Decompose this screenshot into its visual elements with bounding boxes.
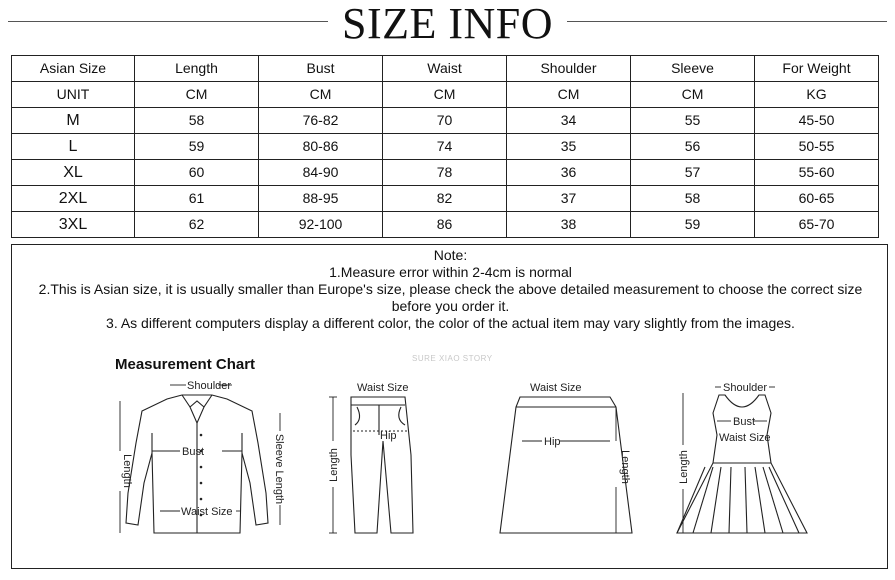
notes-and-chart-panel xyxy=(11,244,888,569)
title-bar xyxy=(0,0,895,50)
table-cell: 80-86 xyxy=(259,134,383,160)
table-cell: Asian Size xyxy=(12,56,135,82)
table-cell: Shoulder xyxy=(507,56,631,82)
table-cell: 57 xyxy=(631,160,755,186)
table-cell: 2XL xyxy=(12,186,135,212)
table-cell: For Weight xyxy=(755,56,879,82)
table-cell: UNIT xyxy=(12,82,135,108)
table-cell: KG xyxy=(755,82,879,108)
note-2: 2.This is Asian size, it is usually smaller than Europe's size, please check the above detailed measurement to choose the correct size xyxy=(38,281,863,297)
pants-length-label: Length xyxy=(328,448,340,482)
table-row xyxy=(12,186,879,212)
table-cell: 38 xyxy=(507,212,631,238)
table-cell: 88-95 xyxy=(259,186,383,212)
table-cell: 36 xyxy=(507,160,631,186)
table-cell: 45-50 xyxy=(755,108,879,134)
table-cell: 58 xyxy=(631,186,755,212)
table-unit-row xyxy=(12,82,879,108)
table-row xyxy=(12,134,879,160)
shirt-figure xyxy=(112,373,292,543)
shirt-bust-label: Bust xyxy=(182,446,205,458)
table-cell: 65-70 xyxy=(755,212,879,238)
note-1: 1.Measure error within 2-4cm is normal xyxy=(329,264,572,280)
table-cell: CM xyxy=(631,82,755,108)
table-cell: Bust xyxy=(259,56,383,82)
notes xyxy=(12,247,889,332)
table-row xyxy=(12,108,879,134)
skirt-waist-label: Waist Size xyxy=(530,382,582,394)
table-cell: 76-82 xyxy=(259,108,383,134)
size-table xyxy=(11,55,879,238)
table-cell: 55 xyxy=(631,108,755,134)
table-row xyxy=(12,160,879,186)
table-cell: XL xyxy=(12,160,135,186)
note-2-continued: before you order it. xyxy=(391,298,510,314)
table-cell: 35 xyxy=(507,134,631,160)
measurement-chart-title: Measurement Chart xyxy=(115,356,256,373)
shirt-shoulder-label: Shoulder xyxy=(187,380,232,392)
pants-waist-label: Waist Size xyxy=(357,382,409,394)
shirt-waist-label: Waist Size xyxy=(181,506,233,518)
table-cell: 55-60 xyxy=(755,160,879,186)
table-cell: 58 xyxy=(135,108,259,134)
notes-heading: Note: xyxy=(433,247,468,263)
dress-waist-label: Waist Size xyxy=(719,432,771,444)
note-3: 3. As different computers display a different color, the color of the actual item may vary slightly from the images. xyxy=(106,315,795,331)
table-cell: 78 xyxy=(383,160,507,186)
page-title: SIZE INFO xyxy=(341,0,554,48)
table-cell: CM xyxy=(259,82,383,108)
table-header-row xyxy=(12,56,879,82)
dress-figure xyxy=(667,373,817,545)
table-cell: 70 xyxy=(383,108,507,134)
dress-length-label: Length xyxy=(678,450,690,484)
table-cell: 50-55 xyxy=(755,134,879,160)
table-cell: 59 xyxy=(135,134,259,160)
table-cell: 56 xyxy=(631,134,755,160)
watermark: SURE XIAO STORY xyxy=(412,354,493,363)
dress-bust-label: Bust xyxy=(733,416,756,428)
table-cell: 92-100 xyxy=(259,212,383,238)
table-cell: M xyxy=(12,108,135,134)
table-cell: Sleeve xyxy=(631,56,755,82)
shirt-length-label: Length xyxy=(121,454,133,488)
table-cell: CM xyxy=(135,82,259,108)
pants-hip-label: Hip xyxy=(380,430,397,442)
dress-shoulder-label: Shoulder xyxy=(723,382,768,394)
table-cell: 37 xyxy=(507,186,631,212)
table-cell: 61 xyxy=(135,186,259,212)
skirt-hip-label: Hip xyxy=(544,436,561,448)
table-cell: 34 xyxy=(507,108,631,134)
table-cell: CM xyxy=(383,82,507,108)
table-cell: Length xyxy=(135,56,259,82)
table-cell: 84-90 xyxy=(259,160,383,186)
pants-figure xyxy=(317,375,427,545)
skirt-length-label: Length xyxy=(619,450,631,484)
table-cell: 74 xyxy=(383,134,507,160)
table-cell: 82 xyxy=(383,186,507,212)
table-cell: Waist xyxy=(383,56,507,82)
skirt-figure xyxy=(492,375,642,545)
shirt-sleeve-label: Sleeve Length xyxy=(273,433,285,505)
table-cell: 86 xyxy=(383,212,507,238)
table-cell: L xyxy=(12,134,135,160)
table-cell: 59 xyxy=(631,212,755,238)
table-cell: 3XL xyxy=(12,212,135,238)
table-cell: 60-65 xyxy=(755,186,879,212)
table-cell: 62 xyxy=(135,212,259,238)
table-cell: CM xyxy=(507,82,631,108)
table-cell: 60 xyxy=(135,160,259,186)
table-row xyxy=(12,212,879,238)
title-divider-right xyxy=(567,21,887,22)
